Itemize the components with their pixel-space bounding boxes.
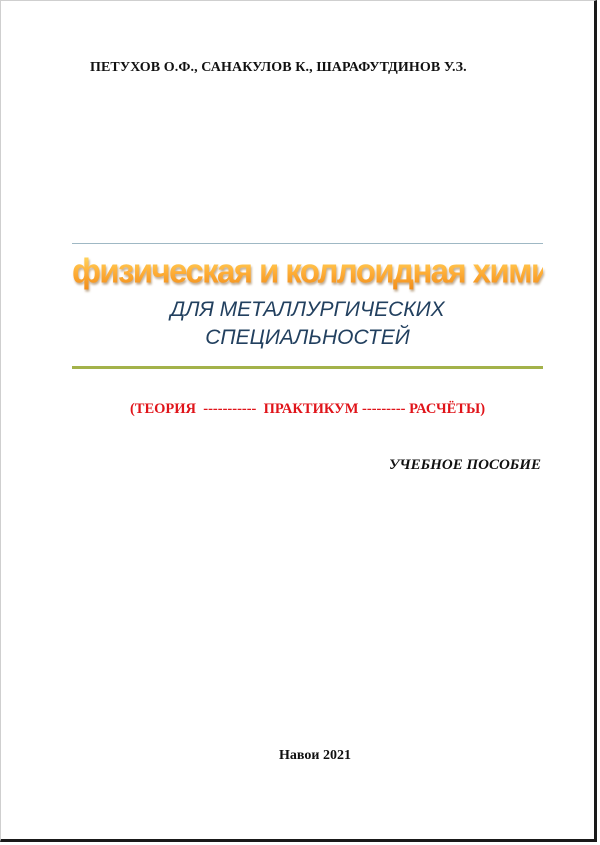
subtitle-line-1: ДЛЯ МЕТАЛЛУРГИЧЕСКИХ: [170, 298, 445, 321]
title-bottom-rule: [72, 366, 543, 369]
authors-line: ПЕТУХОВ О.Ф., САНАКУЛОВ К., ШАРАФУТДИНОВ У.З.: [90, 60, 467, 75]
sections-line: (ТЕОРИЯ ----------- ПРАКТИКУМ --------- РАСЧЁТЫ): [129, 401, 486, 417]
document-type: УЧЕБНОЕ ПОСОБИЕ: [389, 457, 541, 473]
subtitle-line-2: СПЕЦИАЛЬНОСТЕЙ: [205, 326, 410, 349]
subtitle: [72, 296, 543, 352]
place-year: Навои 2021: [279, 748, 351, 763]
title-top-rule: [72, 243, 543, 244]
main-title: физическая и коллоидная химия: [72, 251, 568, 290]
